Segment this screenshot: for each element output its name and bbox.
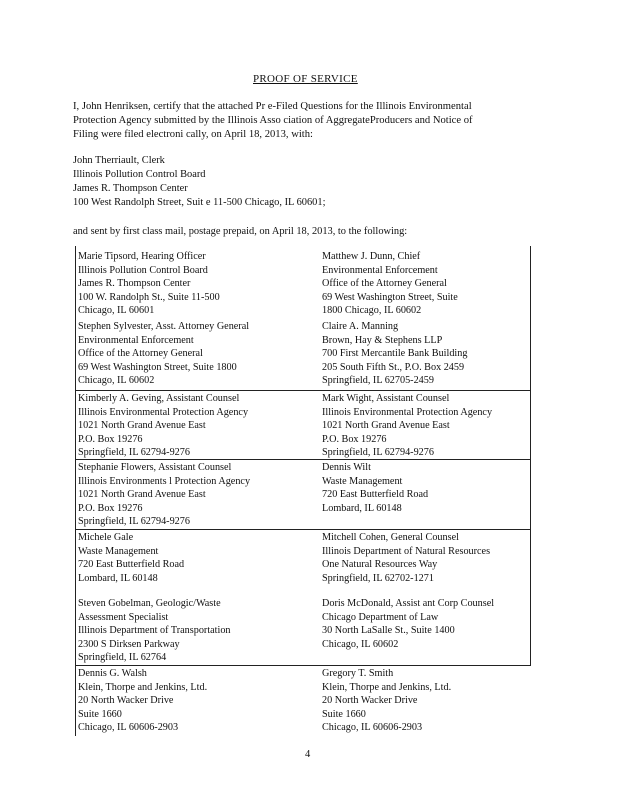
recipient-block [78, 250, 220, 318]
recipient-line: Springfield, IL 62794-9276 [78, 447, 190, 459]
recipient-line: Steven Gobelman, Geologic/Waste [78, 598, 221, 609]
recipient-line: James R. Thompson Center [78, 278, 191, 290]
recipient-line: Springfield, IL 62794-9276 [78, 516, 190, 528]
recipient-line: P.O. Box 19276 [78, 502, 143, 514]
recipient-line: Doris McDonald, Assist ant Corp Counsel [322, 598, 495, 609]
recipient-line: Waste Management [78, 545, 159, 557]
recipient-block [78, 320, 249, 388]
recipient-line: 720 East Butterfield Road [78, 559, 185, 571]
recipient-line: Michele Gale [78, 532, 134, 543]
recipient-line: 1800 Chicago, IL 60602 [322, 305, 422, 317]
recipient-line: 1021 North Grand Avenue East [78, 489, 206, 501]
recipient-block [322, 461, 428, 515]
recipient-line: Klein, Thorpe and Jenkins, Ltd. [78, 681, 208, 693]
recipient-line: 69 West Washington Street, Suite [322, 291, 458, 303]
recipient-block [78, 392, 248, 460]
recipient-line: Chicago, IL 60606-2903 [322, 722, 423, 734]
recipient-line: P.O. Box 19276 [322, 433, 387, 445]
recipient-block [78, 531, 184, 585]
recipient-line: Environmental Enforcement [322, 264, 438, 276]
recipient-line: Matthew J. Dunn, Chief [322, 251, 421, 262]
certify-line-3: Filing were filed electroni cally, on April 18, 2013, with: [73, 129, 313, 140]
table-row-divider [75, 665, 531, 666]
recipient-line: Office of the Attorney General [322, 278, 447, 290]
table-row-divider [75, 529, 531, 530]
recipient-line: Springfield, IL 62764 [78, 652, 167, 664]
recipient-line: Mark Wight, Assistant Counsel [322, 393, 450, 404]
clerk-line: 100 West Randolph Street, Suit e 11-500 Chicago, IL 60601; [73, 197, 326, 208]
recipient-block [322, 320, 467, 388]
clerk-address [73, 154, 325, 210]
recipient-line: Springfield, IL 62705-2459 [322, 375, 434, 387]
recipient-line: Assessment Specialist [78, 611, 169, 623]
page-title: PROOF OF SERVICE [253, 73, 358, 85]
recipient-block [78, 461, 250, 529]
recipient-block [322, 250, 458, 318]
recipient-line: Environmental Enforcement [78, 334, 194, 346]
recipient-line: Suite 1660 [78, 708, 122, 720]
certification-paragraph [73, 100, 473, 142]
recipient-line: Stephanie Flowers, Assistant Counsel [78, 462, 232, 473]
recipient-line: Dennis G. Walsh [78, 668, 147, 679]
sent-by-line: and sent by first class mail, postage prepaid, on April 18, 2013, to the following: [73, 226, 408, 237]
recipient-block [78, 597, 231, 665]
recipient-line: Illinois Environmental Protection Agency [78, 406, 249, 418]
recipient-block [322, 392, 492, 460]
recipient-line: Illinois Department of Natural Resources [322, 545, 491, 557]
recipient-line: Claire A. Manning [322, 321, 399, 332]
recipient-line: 205 South Fifth St., P.O. Box 2459 [322, 361, 465, 373]
recipient-line: Illinois Pollution Control Board [78, 264, 208, 276]
recipient-line: Chicago, IL 60602 [322, 638, 399, 650]
recipient-line: Klein, Thorpe and Jenkins, Ltd. [322, 681, 452, 693]
recipient-line: 20 North Wacker Drive [322, 695, 418, 707]
recipient-line: Chicago, IL 60606-2903 [78, 722, 179, 734]
recipient-line: Marie Tipsord, Hearing Officer [78, 251, 206, 262]
recipient-line: Gregory T. Smith [322, 668, 394, 679]
table-right-border [530, 246, 531, 666]
recipient-line: Stephen Sylvester, Asst. Attorney General [78, 321, 250, 332]
table-row-divider [75, 390, 531, 391]
page-number: 4 [305, 749, 311, 760]
recipient-block [322, 667, 451, 735]
recipient-line: Dennis Wilt [322, 462, 371, 473]
recipient-line: Chicago, IL 60601 [78, 305, 155, 317]
recipient-line: 100 W. Randolph St., Suite 11-500 [78, 291, 220, 303]
recipient-line: P.O. Box 19276 [78, 433, 143, 445]
recipient-line: Waste Management [322, 475, 403, 487]
recipient-line: 700 First Mercantile Bank Building [322, 348, 468, 360]
recipient-line: Brown, Hay & Stephens LLP [322, 334, 443, 346]
recipient-line: Springfield, IL 62794-9276 [322, 447, 434, 459]
recipient-line: Office of the Attorney General [78, 348, 203, 360]
recipient-line: Mitchell Cohen, General Counsel [322, 532, 459, 543]
recipient-block [322, 597, 494, 651]
recipient-line: Springfield, IL 62702-1271 [322, 572, 434, 584]
clerk-line: John Therriault, Clerk [73, 155, 165, 166]
recipient-line: 720 East Butterfield Road [322, 489, 429, 501]
recipient-line: Chicago, IL 60602 [78, 375, 155, 387]
recipient-line: 1021 North Grand Avenue East [322, 420, 450, 432]
table-left-border [75, 246, 76, 736]
recipient-block [322, 531, 490, 585]
recipient-line: Illinois Environmental Protection Agency [322, 406, 493, 418]
recipient-line: Lombard, IL 60148 [322, 502, 402, 514]
certify-line-1: I, John Henriksen, certify that the attached Pr e-Filed Questions for the Illinois Environmental [73, 101, 472, 112]
recipient-line: 2300 S Dirksen Parkway [78, 638, 180, 650]
clerk-line: James R. Thompson Center [73, 183, 188, 194]
recipient-line: 30 North LaSalle St., Suite 1400 [322, 625, 455, 637]
clerk-line: Illinois Pollution Control Board [73, 169, 206, 180]
recipient-line: 1021 North Grand Avenue East [78, 420, 206, 432]
recipient-line: Kimberly A. Geving, Assistant Counsel [78, 393, 240, 404]
recipient-line: Chicago Department of Law [322, 611, 439, 623]
recipient-line: One Natural Resources Way [322, 559, 438, 571]
recipient-line: Lombard, IL 60148 [78, 572, 158, 584]
recipient-line: 69 West Washington Street, Suite 1800 [78, 361, 237, 373]
recipient-line: Illinois Department of Transportation [78, 625, 231, 637]
recipient-line: Illinois Environments l Protection Agency [78, 475, 251, 487]
certify-line-2: Protection Agency submitted by the Illinois Asso ciation of AggregateProducers and Notice of [73, 115, 473, 126]
recipient-line: Suite 1660 [322, 708, 366, 720]
recipient-line: 20 North Wacker Drive [78, 695, 174, 707]
recipient-block [78, 667, 207, 735]
